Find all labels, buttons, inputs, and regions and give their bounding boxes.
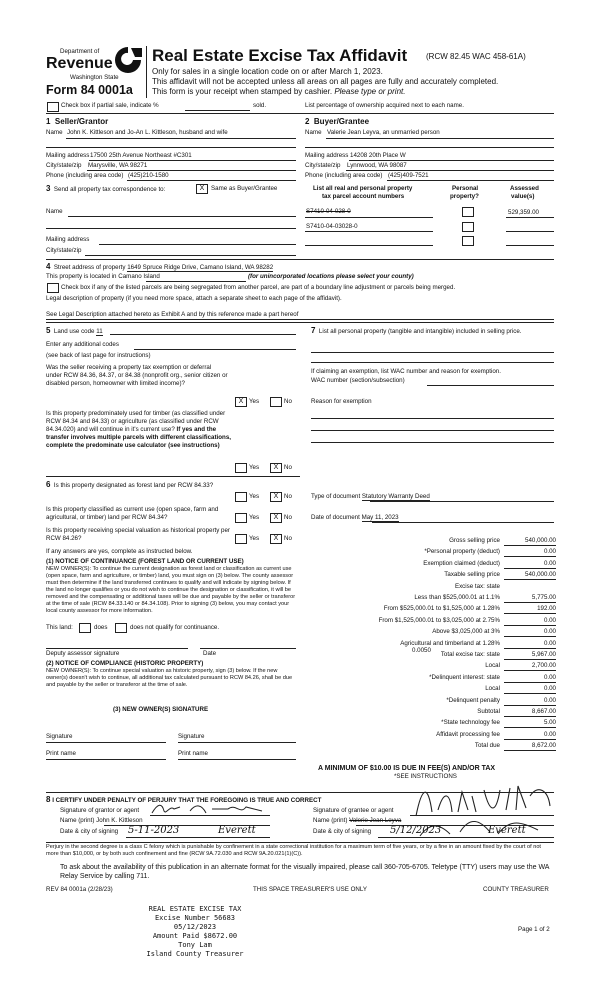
new-owner-signature-label-1: Signature (46, 733, 73, 740)
stamp-line-1: REAL ESTATE EXCISE TAX (148, 905, 242, 913)
tax-row-value[interactable]: 0.00 (543, 674, 556, 681)
form-number: Form 84 0001a (46, 83, 133, 97)
doc-date[interactable]: May 11, 2023 (361, 514, 399, 521)
exemption-yes-checkbox[interactable]: X (235, 397, 247, 407)
does-not-qualify-checkbox[interactable] (115, 623, 127, 633)
buyer-phone[interactable]: (425)409-7521 (388, 172, 429, 179)
timber-question-bold: If yes and the transfer involves multiple parcels with different classifications, complete the predominate use calculator (see instructions) (46, 426, 231, 449)
partial-sale-label: Check box if partial sale, indicate % (61, 102, 159, 109)
header-line-2: This affidavit will not be accepted unless all areas on all pages are fully and accurately completed. (152, 77, 499, 86)
tax-row-label: Agricultural and timberland at 1.28% (400, 640, 500, 647)
land-use-code[interactable]: 11 (96, 328, 103, 335)
ownership-label: List percentage of ownership acquired next to each name. (305, 102, 464, 109)
section3-address-label: Mailing address (46, 236, 90, 243)
historic-yes-label: Yes (249, 535, 260, 542)
exemption-no-label: No (284, 398, 292, 405)
tax-row-label: Subtotal (477, 708, 500, 715)
forest-question: Is this property designated as forest land per RCW 84.33? (53, 482, 214, 489)
does-not-label: does not qualify for continuance. (130, 624, 220, 631)
timber-no-label: No (284, 464, 292, 471)
county-treasurer-label: COUNTY TREASURER (483, 886, 549, 893)
dept-name: Revenue (46, 55, 113, 72)
legal-description[interactable]: See Legal Description attached hereto as Exhibit A and by this reference made a part hereof (46, 311, 299, 318)
tax-row-value[interactable]: 8,667.00 (531, 708, 556, 715)
dept-line: Department of (60, 48, 100, 55)
tax-row-label: Less than $525,000.01 at 1.1% (414, 594, 500, 601)
form-title-ref: (RCW 82.45 WAC 458-61A) (426, 52, 526, 61)
seller-city-label: City/state/zip (46, 162, 82, 169)
buyer-num: 2 (305, 117, 310, 126)
tax-row-value[interactable]: 2,700.00 (531, 662, 556, 669)
grantor-date[interactable]: 5-11-2023 (128, 825, 180, 836)
tax-row-value[interactable]: 0.00 (543, 560, 556, 567)
tax-row-label: Excise tax: state (454, 583, 500, 590)
forest-yes-label: Yes (249, 493, 260, 500)
new-owner-print-label-2: Print name (178, 750, 208, 757)
tax-row-label: Affidavit processing fee (436, 731, 500, 738)
parcels-header-a: List all real and personal property (313, 185, 413, 192)
section7-num: 7 (311, 326, 316, 335)
page-number: Page 1 of 2 (518, 926, 550, 933)
assessed-header-a: Assessed (510, 185, 539, 192)
located-label: This property is located in (46, 273, 117, 280)
buyer-phone-label: Phone (including area code) (305, 172, 383, 179)
same-as-buyer-checkbox[interactable]: X (196, 184, 208, 194)
land-use-label: Land use code (53, 328, 95, 335)
tax-row-value[interactable]: 0.00 (543, 640, 556, 647)
tax-row-label: Total due (474, 742, 500, 749)
tax-row-label: Local (485, 685, 500, 692)
timber-question: Is this property predominately used for timber (as classified under RCW 84.34 and 84.33) or agriculture (as classified under RCW 84.34.020) and will continue in it's current use? (46, 410, 226, 433)
tax-row-label: Above $3,025,000 at 3% (432, 628, 500, 635)
personal-property-checkbox-2[interactable] (462, 222, 474, 232)
grantee-city[interactable]: Everett (488, 825, 526, 836)
form-title: Real Estate Excise Tax Affidavit (152, 46, 408, 65)
personal-header-b: property? (450, 193, 479, 200)
certify-statement: I CERTIFY UNDER PENALTY OF PERJURY THAT THE FOREGOING IS TRUE AND CORRECT (52, 797, 322, 804)
see-back-label: (see back of last page for instructions) (46, 352, 151, 359)
current-use-yes-checkbox[interactable] (235, 513, 247, 523)
located-value[interactable]: Camano Island (118, 273, 160, 280)
notice-continuance-title: (1) NOTICE OF CONTINUANCE (FOREST LAND OR CURRENT USE) (46, 558, 244, 565)
historic-no-label: No (284, 535, 292, 542)
historic-no-checkbox[interactable]: X (270, 534, 282, 544)
section6-num: 6 (46, 480, 51, 489)
exemption-question: Was the seller receiving a property tax exemption or deferral under RCW 84.36, 84.37, or 84.38 (nonprofit org., senior citizen or disabled person, homeowner with limited income)? (46, 364, 228, 387)
new-owner-signature-title: (3) NEW OWNER(S) SIGNATURE (113, 706, 209, 713)
assessed-row-1[interactable]: 529,359.00 (508, 209, 539, 216)
buyer-heading: Buyer/Grantee (313, 117, 370, 126)
same-as-buyer-label: Same as Buyer/Grantee (211, 185, 278, 192)
forest-no-label: No (284, 493, 292, 500)
tax-row-label: From $1,525,000.01 to $3,025,000 at 2.75% (378, 617, 500, 624)
stamp-line-2: Excise Number 56683 (154, 914, 236, 922)
tax-row-label: Total excise tax: state (440, 651, 500, 658)
grantor-name[interactable]: John K. Kittleson (96, 817, 143, 824)
assessed-header-b: value(s) (511, 193, 535, 200)
seller-address[interactable]: 17500 25th Avenue Northeast #C301 (90, 152, 192, 159)
tax-row-label: From $525,000.01 to $1,525,000 at 1.28% (383, 605, 500, 612)
perjury-warning: Perjury in the second degree is a class C felony which is punishable by confinement in a state correctional institution for a maximum term of five years, or by a fine in an amount fixed by the court of not more than $10,000, or by both such confinement and fine (RCW 9A.72.030 and RCW 9A.20.021(1)(C)). (46, 844, 541, 857)
does-qualify-checkbox[interactable] (79, 623, 91, 633)
tax-row-value[interactable]: 0.00 (543, 731, 556, 738)
grantee-date-label: Date & city of signing (313, 828, 372, 835)
section5-num: 5 (46, 326, 51, 335)
legal-description-label: Legal description of property (if you need more space, attach a separate sheet to each page of the affidavit). (46, 295, 342, 302)
tax-row-label: *Delinquent penalty (446, 697, 500, 704)
tax-row-label: Gross selling price (449, 537, 500, 544)
this-land-label: This land: (46, 624, 73, 631)
tax-row-value[interactable]: 0.00 (543, 628, 556, 635)
forest-yes-checkbox[interactable] (235, 492, 247, 502)
historic-question: Is this property receiving special valuation as historical property per RCW 84.26? (46, 527, 230, 542)
exemption-yes-label: Yes (249, 398, 260, 405)
does-label: does (94, 624, 108, 631)
seller-name[interactable]: John K. Kittleson and Jo-An L. Kittleson, husband and wife (67, 129, 228, 136)
buyer-city[interactable]: Lynnwood, WA 98087 (347, 162, 407, 169)
segregated-checkbox[interactable] (47, 283, 59, 293)
seller-city[interactable]: Marysville, WA 98271 (88, 162, 148, 169)
notice-compliance-title: (2) NOTICE OF COMPLIANCE (HISTORIC PROPERTY) (46, 660, 204, 667)
tax-row-label: *State technology fee (441, 719, 500, 726)
exemption-no-checkbox[interactable] (270, 397, 282, 407)
personal-header-a: Personal (452, 185, 479, 192)
tax-row-value[interactable]: 5.00 (543, 719, 556, 726)
new-owner-signature-label-2: Signature (178, 733, 205, 740)
deputy-signature-label: Deputy assessor signature (46, 650, 120, 657)
section4-num: 4 (46, 262, 51, 271)
stamp-line-3: 05/12/2023 (173, 923, 217, 931)
timber-yes-label: Yes (249, 464, 260, 471)
tax-row-value[interactable]: 540,000.00 (525, 571, 556, 578)
partial-sale-checkbox[interactable] (47, 102, 59, 112)
stamp-line-4: Amount Paid $8672.00 (152, 932, 238, 940)
availability-note: To ask about the availability of this publication in an alternate format for the visually impaired, please call 360-705-6705. Teletype (TTY) users may use the WA Relay Service by calling 711. (60, 864, 550, 880)
new-owner-print-label-1: Print name (46, 750, 76, 757)
buyer-name-label: Name (305, 129, 322, 136)
tax-row-label: Exemption claimed (deduct) (423, 560, 500, 567)
local-rate: 0.0050 (412, 647, 431, 654)
current-use-no-label: No (284, 514, 292, 521)
tax-row-value[interactable]: 5,775.00 (531, 594, 556, 601)
grantee-name[interactable]: Valerie Jean Leyva (349, 817, 402, 824)
seller-heading: Seller/Grantor (54, 117, 109, 126)
header-line-3-italic: Please type or print. (334, 87, 406, 96)
tax-row-value[interactable]: 5,967.00 (531, 651, 556, 658)
buyer-address[interactable]: 14208 20th Place W (350, 152, 406, 159)
grantor-signature-label: Signature of grantor or agent (60, 807, 140, 814)
personal-property-list-label: List all personal property (tangible and intangible) included in selling price. (318, 328, 522, 335)
tax-row-value[interactable]: 0.00 (543, 617, 556, 624)
grantor-date-label: Date & city of signing (60, 828, 119, 835)
header-line-3: This form is your receipt when stamped by cashier. (152, 87, 333, 96)
forest-no-checkbox[interactable]: X (270, 492, 282, 502)
parcels-header-b: tax parcel account numbers (322, 193, 405, 200)
current-use-question: Is this property classified as current use (open space, farm and agricultural, or timber) land per RCW 84.34? (46, 506, 219, 521)
grantee-signature-label: Signature of grantee or agent (313, 807, 394, 814)
tax-row-value[interactable]: 0.00 (543, 548, 556, 555)
current-use-yes-label: Yes (249, 514, 260, 521)
stamp-line-6: Island County Treasurer (146, 950, 244, 958)
street-address-label: Street address of property (53, 264, 126, 271)
parcel-row-1[interactable]: S7410-04-028-0 (306, 208, 351, 215)
seller-num: 1 (46, 117, 51, 126)
revenue-logo-icon (111, 44, 145, 74)
timber-yes-checkbox[interactable] (235, 463, 247, 473)
buyer-city-label: City/state/zip (305, 162, 341, 169)
tax-row-value[interactable]: 0.00 (543, 685, 556, 692)
seller-phone[interactable]: (425)210-1580 (128, 172, 169, 179)
tax-row-label: *Personal property (deduct) (424, 548, 500, 555)
historic-yes-checkbox[interactable] (235, 534, 247, 544)
minimum-due-note: A MINIMUM OF $10.00 IS DUE IN FEE(S) AND/OR TAX (318, 765, 496, 772)
section3-name-label: Name (46, 208, 63, 215)
treasurer-use-only: THIS SPACE TREASURER'S USE ONLY (253, 886, 367, 893)
grantee-name-label: Name (print) (313, 817, 348, 824)
notice-compliance-body: NEW OWNER(S): To continue special valuation as historic property, sign (3) below. If the new owner(s) doesn't wish to continue, all additional tax calculated pursuant to RCW 84.26, shall be due and payable by the seller or transferor at the time of sale. (46, 668, 293, 688)
wac-number-label: WAC number (section/subsection) (311, 377, 405, 384)
section8-num: 8 (46, 795, 51, 804)
wac-claim-label: If claiming an exemption, list WAC number and reason for exemption. (311, 368, 501, 375)
if-any-yes-note: If any answers are yes, complete as instructed below. (46, 548, 193, 555)
stamp-line-5: Tony Lam (178, 941, 212, 949)
doc-type-label: Type of document (311, 493, 361, 500)
seller-address-label: Mailing address (46, 152, 90, 159)
tax-row-value[interactable]: 8,672.00 (531, 742, 556, 749)
current-use-no-checkbox[interactable]: X (270, 513, 282, 523)
tax-row-value[interactable]: 540,000.00 (525, 537, 556, 544)
timber-no-checkbox[interactable]: X (270, 463, 282, 473)
tax-row-label: *Delinquent interest: state (429, 674, 500, 681)
segregated-label: Check box if any of the listed parcels are being segregated from another parcel, are part of a boundary line adjustment or parcels being merged. (61, 284, 456, 291)
sold-label: sold. (253, 102, 267, 109)
parcel-row-2[interactable]: S7410-04-03028-0 (306, 223, 358, 230)
doc-date-label: Date of document (311, 514, 360, 521)
deputy-date-label: Date (203, 650, 217, 657)
unincorporated-note: (for unincorporated locations please select your county) (248, 273, 414, 280)
section3-num: 3 (46, 184, 51, 193)
street-address[interactable]: 1649 Spruce Ridge Drive, Camano Island, WA 98282 (127, 264, 274, 271)
doc-type[interactable]: Statutory Warranty Deed (361, 493, 430, 500)
grantor-name-label: Name (print) (60, 817, 95, 824)
grantee-date[interactable]: 5/12/2023 (390, 825, 442, 836)
header-line-1: Only for sales in a single location code on or after March 1, 2023. (152, 67, 383, 76)
personal-property-checkbox-3[interactable] (462, 236, 474, 246)
additional-codes-label: Enter any additional codes (46, 341, 119, 348)
notice-continuance-body: NEW OWNER(S): To continue the current designation as forest land or classification as current use (open space, farm and agriculture, or timber) land, you must sign on (3) below. The county assessor must then determine if the land transferred continues to qualify and will indicate by signing below. If the land no longer qualifies or you do not wish to continue the designation or classification, it will be removed and the compensating or additional taxes will be due and payable by the seller or transferor at the time of sale (RCW 84.33.140 or 84.34.108). Prior to signing (3) below, you may contact your local county assessor for more information. (46, 566, 296, 614)
state-label: Washington State (70, 74, 119, 81)
form-revision: REV 84 0001a (2/28/23) (46, 886, 113, 893)
buyer-name[interactable]: Valerie Jean Leyva, an unmarried person (327, 129, 440, 136)
tax-row-label: Local (485, 662, 500, 669)
see-instructions-note: *SEE INSTRUCTIONS (394, 773, 457, 780)
section3-city-label: City/state/zip (46, 247, 82, 254)
tax-row-value[interactable]: 0.00 (543, 697, 556, 704)
tax-row-value[interactable]: 192.00 (537, 605, 556, 612)
tax-row-label: Taxable selling price (444, 571, 500, 578)
buyer-address-label: Mailing address (305, 152, 349, 159)
section3-label: Send all property tax correspondence to: (53, 186, 166, 193)
exemption-reason-label: Reason for exemption (311, 398, 372, 405)
personal-property-checkbox-1[interactable] (462, 207, 474, 217)
seller-phone-label: Phone (including area code) (46, 172, 124, 179)
seller-name-label: Name (46, 129, 63, 136)
grantor-city[interactable]: Everett (218, 825, 256, 836)
